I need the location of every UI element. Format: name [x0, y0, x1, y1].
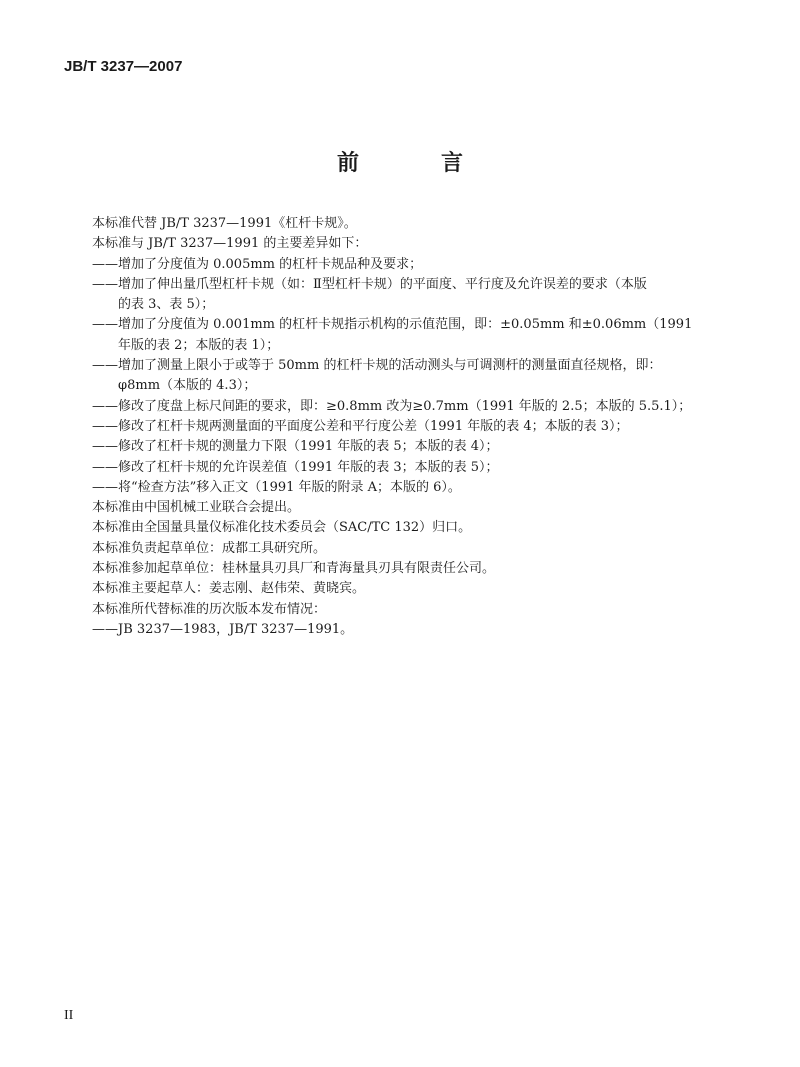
- list-item: ——修改了杠杆卡规两测量面的平面度公差和平行度公差（1991 年版的表 4；本版的表 3）；: [92, 418, 629, 434]
- list-item-continuation: 年版的表 2；本版的表 1）；: [118, 337, 280, 353]
- paragraph-line: 本标准代替 JB/T 3237—1991《杠杆卡规》。: [92, 216, 357, 231]
- page-title: 前 言: [336, 151, 493, 176]
- list-item: ——增加了分度值为 0.005mm 的杠杆卡规品种及要求；: [92, 256, 423, 272]
- list-item: ——增加了伸出量爪型杠杆卡规（如：Ⅱ型杠杆卡规）的平面度、平行度及允许误差的要求（本版: [92, 276, 647, 292]
- list-item: ——将“检查方法”移入正文（1991 年版的附录 A；本版的 6）。: [92, 479, 461, 495]
- paragraph-line: 本标准负责起草单位：成都工具研究所。: [92, 540, 327, 556]
- list-item-continuation: 的表 3、表 5）；: [118, 297, 215, 313]
- paragraph-line: 本标准参加起草单位：桂林量具刃具厂和青海量具刃具有限责任公司。: [92, 561, 496, 577]
- paragraph-line: 本标准由中国机械工业联合会提出。: [92, 500, 301, 516]
- list-item: ——修改了度盘上标尺间距的要求，即：≥0.8mm 改为≥0.7mm（1991 年版的 2.5；本版的 5.5.1）；: [92, 398, 692, 414]
- document-code: JB/T 3237—2007: [64, 58, 183, 75]
- list-item: ——修改了杠杆卡规的允许误差值（1991 年版的表 3；本版的表 5）；: [92, 459, 499, 475]
- list-item: ——增加了分度值为 0.001mm 的杠杆卡规指示机构的示值范围，即：±0.05mm 和±0.06mm（1991: [92, 317, 693, 333]
- foreword-body: [92, 214, 712, 640]
- list-item: ——JB 3237—1983，JB/T 3237—1991。: [92, 621, 354, 637]
- list-item: ——增加了测量上限小于或等于 50mm 的杠杆卡规的活动测头与可调测杆的测量面直径规格，即：: [92, 358, 662, 374]
- paragraph-line: 本标准由全国量具量仪标准化技术委员会（SAC/TC 132）归口。: [92, 520, 472, 536]
- paragraph-line: 本标准主要起草人：姜志刚、赵伟荣、黄晓宾。: [92, 581, 366, 597]
- page-number: II: [64, 1008, 74, 1023]
- paragraph-line: 本标准所代替标准的历次版本发布情况：: [92, 601, 327, 617]
- list-item: ——修改了杠杆卡规的测量力下限（1991 年版的表 5；本版的表 4）；: [92, 439, 499, 455]
- paragraph-line: 本标准与 JB/T 3237—1991 的主要差异如下：: [92, 236, 368, 252]
- list-item-continuation: φ8mm（本版的 4.3）；: [118, 378, 257, 394]
